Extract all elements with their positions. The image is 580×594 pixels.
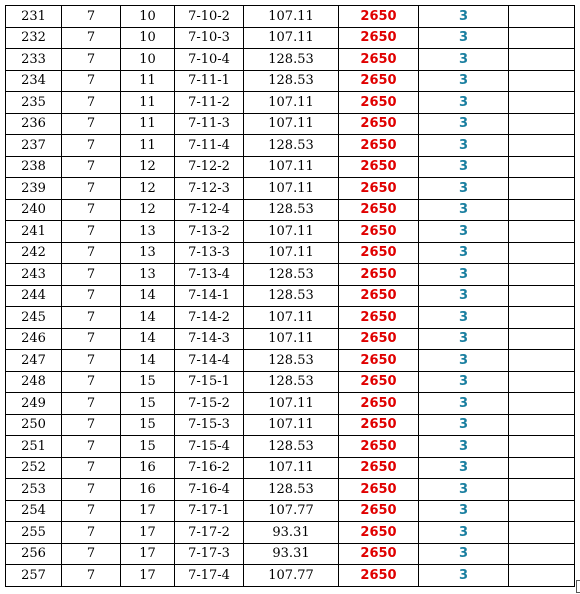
cell-building: 7 bbox=[62, 264, 121, 286]
cell-building: 7 bbox=[62, 500, 121, 522]
cell-price: 2650 bbox=[339, 199, 419, 221]
cell-floor: 15 bbox=[121, 393, 175, 415]
cell-row-number: 239 bbox=[6, 178, 62, 200]
cell-row-number: 244 bbox=[6, 285, 62, 307]
cell-unit-code: 7-10-2 bbox=[175, 6, 244, 28]
cell-note bbox=[509, 6, 575, 28]
cell-row-number: 249 bbox=[6, 393, 62, 415]
cell-area: 107.11 bbox=[244, 393, 339, 415]
cell-floor: 15 bbox=[121, 436, 175, 458]
cell-note bbox=[509, 221, 575, 243]
cell-level: 3 bbox=[419, 242, 509, 264]
cell-unit-code: 7-14-2 bbox=[175, 307, 244, 329]
table-row bbox=[6, 199, 575, 221]
cell-unit-code: 7-16-4 bbox=[175, 479, 244, 501]
table-row bbox=[6, 113, 575, 135]
table-row bbox=[6, 479, 575, 501]
cell-note bbox=[509, 70, 575, 92]
cell-unit-code: 7-15-2 bbox=[175, 393, 244, 415]
cell-floor: 13 bbox=[121, 221, 175, 243]
cell-area: 107.11 bbox=[244, 92, 339, 114]
cell-area: 128.53 bbox=[244, 371, 339, 393]
cell-row-number: 233 bbox=[6, 49, 62, 71]
cell-row-number: 252 bbox=[6, 457, 62, 479]
cell-area: 128.53 bbox=[244, 479, 339, 501]
cell-note bbox=[509, 522, 575, 544]
table-row bbox=[6, 135, 575, 157]
cell-building: 7 bbox=[62, 6, 121, 28]
cell-price: 2650 bbox=[339, 49, 419, 71]
cell-level: 3 bbox=[419, 479, 509, 501]
cell-floor: 15 bbox=[121, 371, 175, 393]
table-row bbox=[6, 307, 575, 329]
cell-note bbox=[509, 565, 575, 587]
cell-floor: 14 bbox=[121, 350, 175, 372]
cell-level: 3 bbox=[419, 70, 509, 92]
cell-building: 7 bbox=[62, 457, 121, 479]
cell-level: 3 bbox=[419, 565, 509, 587]
cell-row-number: 254 bbox=[6, 500, 62, 522]
table-row bbox=[6, 500, 575, 522]
cell-price: 2650 bbox=[339, 328, 419, 350]
cell-unit-code: 7-14-1 bbox=[175, 285, 244, 307]
cell-unit-code: 7-11-2 bbox=[175, 92, 244, 114]
cell-row-number: 235 bbox=[6, 92, 62, 114]
cell-row-number: 236 bbox=[6, 113, 62, 135]
cell-level: 3 bbox=[419, 27, 509, 49]
cell-floor: 14 bbox=[121, 328, 175, 350]
cell-row-number: 231 bbox=[6, 6, 62, 28]
table-row bbox=[6, 436, 575, 458]
cell-note bbox=[509, 350, 575, 372]
cell-row-number: 246 bbox=[6, 328, 62, 350]
cell-floor: 11 bbox=[121, 92, 175, 114]
cell-floor: 14 bbox=[121, 307, 175, 329]
cell-floor: 16 bbox=[121, 457, 175, 479]
cell-level: 3 bbox=[419, 285, 509, 307]
cell-unit-code: 7-16-2 bbox=[175, 457, 244, 479]
cell-level: 3 bbox=[419, 156, 509, 178]
cell-area: 107.11 bbox=[244, 221, 339, 243]
cell-area: 107.11 bbox=[244, 27, 339, 49]
cell-floor: 10 bbox=[121, 6, 175, 28]
cell-area: 93.31 bbox=[244, 543, 339, 565]
cell-floor: 17 bbox=[121, 500, 175, 522]
cell-unit-code: 7-12-3 bbox=[175, 178, 244, 200]
cell-note bbox=[509, 457, 575, 479]
cell-building: 7 bbox=[62, 92, 121, 114]
cell-floor: 16 bbox=[121, 479, 175, 501]
cell-note bbox=[509, 285, 575, 307]
cell-unit-code: 7-10-3 bbox=[175, 27, 244, 49]
cell-unit-code: 7-17-3 bbox=[175, 543, 244, 565]
cell-floor: 12 bbox=[121, 199, 175, 221]
cell-level: 3 bbox=[419, 371, 509, 393]
cell-building: 7 bbox=[62, 221, 121, 243]
cell-row-number: 232 bbox=[6, 27, 62, 49]
cell-row-number: 253 bbox=[6, 479, 62, 501]
cell-row-number: 237 bbox=[6, 135, 62, 157]
cell-price: 2650 bbox=[339, 307, 419, 329]
table-row bbox=[6, 264, 575, 286]
table-row bbox=[6, 178, 575, 200]
cell-building: 7 bbox=[62, 436, 121, 458]
cell-note bbox=[509, 479, 575, 501]
cell-building: 7 bbox=[62, 285, 121, 307]
cell-row-number: 256 bbox=[6, 543, 62, 565]
cell-unit-code: 7-12-2 bbox=[175, 156, 244, 178]
cell-building: 7 bbox=[62, 522, 121, 544]
cell-floor: 15 bbox=[121, 414, 175, 436]
cell-price: 2650 bbox=[339, 436, 419, 458]
table-row bbox=[6, 565, 575, 587]
cell-price: 2650 bbox=[339, 27, 419, 49]
cell-price: 2650 bbox=[339, 156, 419, 178]
cell-floor: 17 bbox=[121, 565, 175, 587]
cell-building: 7 bbox=[62, 49, 121, 71]
cell-building: 7 bbox=[62, 479, 121, 501]
table-row bbox=[6, 6, 575, 28]
cell-area: 107.11 bbox=[244, 328, 339, 350]
cell-building: 7 bbox=[62, 565, 121, 587]
cell-level: 3 bbox=[419, 393, 509, 415]
table-row bbox=[6, 328, 575, 350]
cell-floor: 12 bbox=[121, 178, 175, 200]
cell-note bbox=[509, 371, 575, 393]
cell-building: 7 bbox=[62, 135, 121, 157]
cell-note bbox=[509, 113, 575, 135]
cell-row-number: 257 bbox=[6, 565, 62, 587]
cell-level: 3 bbox=[419, 6, 509, 28]
cell-row-number: 240 bbox=[6, 199, 62, 221]
cell-level: 3 bbox=[419, 264, 509, 286]
cell-floor: 17 bbox=[121, 543, 175, 565]
cell-note bbox=[509, 307, 575, 329]
cell-note bbox=[509, 178, 575, 200]
cell-row-number: 234 bbox=[6, 70, 62, 92]
cell-level: 3 bbox=[419, 500, 509, 522]
cell-level: 3 bbox=[419, 522, 509, 544]
table-row bbox=[6, 414, 575, 436]
cell-unit-code: 7-11-1 bbox=[175, 70, 244, 92]
cell-level: 3 bbox=[419, 92, 509, 114]
cell-price: 2650 bbox=[339, 221, 419, 243]
cell-level: 3 bbox=[419, 49, 509, 71]
cell-price: 2650 bbox=[339, 414, 419, 436]
cell-floor: 10 bbox=[121, 49, 175, 71]
cell-row-number: 241 bbox=[6, 221, 62, 243]
cell-building: 7 bbox=[62, 156, 121, 178]
cell-price: 2650 bbox=[339, 285, 419, 307]
cell-floor: 11 bbox=[121, 113, 175, 135]
cell-area: 128.53 bbox=[244, 70, 339, 92]
cell-building: 7 bbox=[62, 113, 121, 135]
cell-price: 2650 bbox=[339, 500, 419, 522]
cell-row-number: 248 bbox=[6, 371, 62, 393]
cell-unit-code: 7-17-4 bbox=[175, 565, 244, 587]
cell-unit-code: 7-13-4 bbox=[175, 264, 244, 286]
cell-unit-code: 7-11-4 bbox=[175, 135, 244, 157]
cell-row-number: 250 bbox=[6, 414, 62, 436]
table-row bbox=[6, 242, 575, 264]
cell-level: 3 bbox=[419, 414, 509, 436]
cell-unit-code: 7-12-4 bbox=[175, 199, 244, 221]
cell-level: 3 bbox=[419, 135, 509, 157]
cell-unit-code: 7-10-4 bbox=[175, 49, 244, 71]
cell-level: 3 bbox=[419, 307, 509, 329]
cell-unit-code: 7-17-2 bbox=[175, 522, 244, 544]
cell-note bbox=[509, 199, 575, 221]
cell-price: 2650 bbox=[339, 522, 419, 544]
cell-price: 2650 bbox=[339, 135, 419, 157]
cell-price: 2650 bbox=[339, 92, 419, 114]
cell-note bbox=[509, 436, 575, 458]
cell-area: 107.77 bbox=[244, 500, 339, 522]
table-body bbox=[6, 6, 575, 587]
cell-floor: 11 bbox=[121, 135, 175, 157]
table-row bbox=[6, 371, 575, 393]
cell-note bbox=[509, 135, 575, 157]
cell-unit-code: 7-17-1 bbox=[175, 500, 244, 522]
cell-level: 3 bbox=[419, 221, 509, 243]
unit-price-table bbox=[5, 5, 575, 587]
cell-row-number: 238 bbox=[6, 156, 62, 178]
cell-building: 7 bbox=[62, 242, 121, 264]
table-row bbox=[6, 350, 575, 372]
cell-area: 107.11 bbox=[244, 414, 339, 436]
table-row bbox=[6, 156, 575, 178]
cell-price: 2650 bbox=[339, 371, 419, 393]
cell-building: 7 bbox=[62, 27, 121, 49]
cell-price: 2650 bbox=[339, 479, 419, 501]
cell-area: 93.31 bbox=[244, 522, 339, 544]
cell-area: 107.11 bbox=[244, 457, 339, 479]
cell-level: 3 bbox=[419, 436, 509, 458]
cell-level: 3 bbox=[419, 543, 509, 565]
cell-level: 3 bbox=[419, 350, 509, 372]
cell-floor: 10 bbox=[121, 27, 175, 49]
table-row bbox=[6, 70, 575, 92]
table-row bbox=[6, 522, 575, 544]
cell-unit-code: 7-13-2 bbox=[175, 221, 244, 243]
cell-building: 7 bbox=[62, 328, 121, 350]
cell-area: 107.11 bbox=[244, 178, 339, 200]
cell-area: 107.11 bbox=[244, 156, 339, 178]
cell-price: 2650 bbox=[339, 70, 419, 92]
cell-note bbox=[509, 92, 575, 114]
cell-row-number: 251 bbox=[6, 436, 62, 458]
cell-note bbox=[509, 156, 575, 178]
cell-price: 2650 bbox=[339, 393, 419, 415]
cell-unit-code: 7-11-3 bbox=[175, 113, 244, 135]
table-row bbox=[6, 49, 575, 71]
cell-unit-code: 7-13-3 bbox=[175, 242, 244, 264]
cell-price: 2650 bbox=[339, 6, 419, 28]
cell-floor: 13 bbox=[121, 242, 175, 264]
cell-area: 107.11 bbox=[244, 307, 339, 329]
table-row bbox=[6, 393, 575, 415]
cell-area: 107.77 bbox=[244, 565, 339, 587]
cell-row-number: 247 bbox=[6, 350, 62, 372]
cell-note bbox=[509, 393, 575, 415]
cell-row-number: 255 bbox=[6, 522, 62, 544]
cell-area: 107.11 bbox=[244, 6, 339, 28]
cell-area: 128.53 bbox=[244, 436, 339, 458]
cell-building: 7 bbox=[62, 178, 121, 200]
cell-note bbox=[509, 414, 575, 436]
cell-building: 7 bbox=[62, 371, 121, 393]
corner-bracket-mark bbox=[576, 580, 580, 593]
cell-row-number: 245 bbox=[6, 307, 62, 329]
cell-floor: 14 bbox=[121, 285, 175, 307]
cell-level: 3 bbox=[419, 113, 509, 135]
cell-building: 7 bbox=[62, 70, 121, 92]
cell-unit-code: 7-14-3 bbox=[175, 328, 244, 350]
cell-price: 2650 bbox=[339, 264, 419, 286]
table-row bbox=[6, 457, 575, 479]
cell-unit-code: 7-15-1 bbox=[175, 371, 244, 393]
table-row bbox=[6, 27, 575, 49]
cell-area: 107.11 bbox=[244, 242, 339, 264]
cell-building: 7 bbox=[62, 414, 121, 436]
cell-price: 2650 bbox=[339, 242, 419, 264]
cell-note bbox=[509, 27, 575, 49]
cell-building: 7 bbox=[62, 350, 121, 372]
cell-floor: 17 bbox=[121, 522, 175, 544]
cell-area: 128.53 bbox=[244, 350, 339, 372]
cell-area: 128.53 bbox=[244, 135, 339, 157]
cell-building: 7 bbox=[62, 543, 121, 565]
cell-unit-code: 7-15-4 bbox=[175, 436, 244, 458]
cell-price: 2650 bbox=[339, 113, 419, 135]
cell-price: 2650 bbox=[339, 350, 419, 372]
cell-area: 128.53 bbox=[244, 49, 339, 71]
cell-row-number: 242 bbox=[6, 242, 62, 264]
cell-building: 7 bbox=[62, 307, 121, 329]
table-row bbox=[6, 92, 575, 114]
cell-row-number: 243 bbox=[6, 264, 62, 286]
cell-unit-code: 7-15-3 bbox=[175, 414, 244, 436]
table-row bbox=[6, 285, 575, 307]
cell-level: 3 bbox=[419, 457, 509, 479]
cell-level: 3 bbox=[419, 199, 509, 221]
cell-building: 7 bbox=[62, 393, 121, 415]
cell-area: 128.53 bbox=[244, 199, 339, 221]
cell-price: 2650 bbox=[339, 543, 419, 565]
cell-area: 128.53 bbox=[244, 264, 339, 286]
cell-area: 107.11 bbox=[244, 113, 339, 135]
cell-note bbox=[509, 328, 575, 350]
table-row bbox=[6, 543, 575, 565]
cell-note bbox=[509, 242, 575, 264]
cell-floor: 11 bbox=[121, 70, 175, 92]
cell-area: 128.53 bbox=[244, 285, 339, 307]
cell-level: 3 bbox=[419, 178, 509, 200]
cell-note bbox=[509, 500, 575, 522]
cell-level: 3 bbox=[419, 328, 509, 350]
cell-price: 2650 bbox=[339, 565, 419, 587]
cell-floor: 13 bbox=[121, 264, 175, 286]
cell-note bbox=[509, 49, 575, 71]
cell-price: 2650 bbox=[339, 178, 419, 200]
cell-note bbox=[509, 264, 575, 286]
cell-note bbox=[509, 543, 575, 565]
cell-price: 2650 bbox=[339, 457, 419, 479]
table-row bbox=[6, 221, 575, 243]
cell-building: 7 bbox=[62, 199, 121, 221]
cell-unit-code: 7-14-4 bbox=[175, 350, 244, 372]
cell-floor: 12 bbox=[121, 156, 175, 178]
